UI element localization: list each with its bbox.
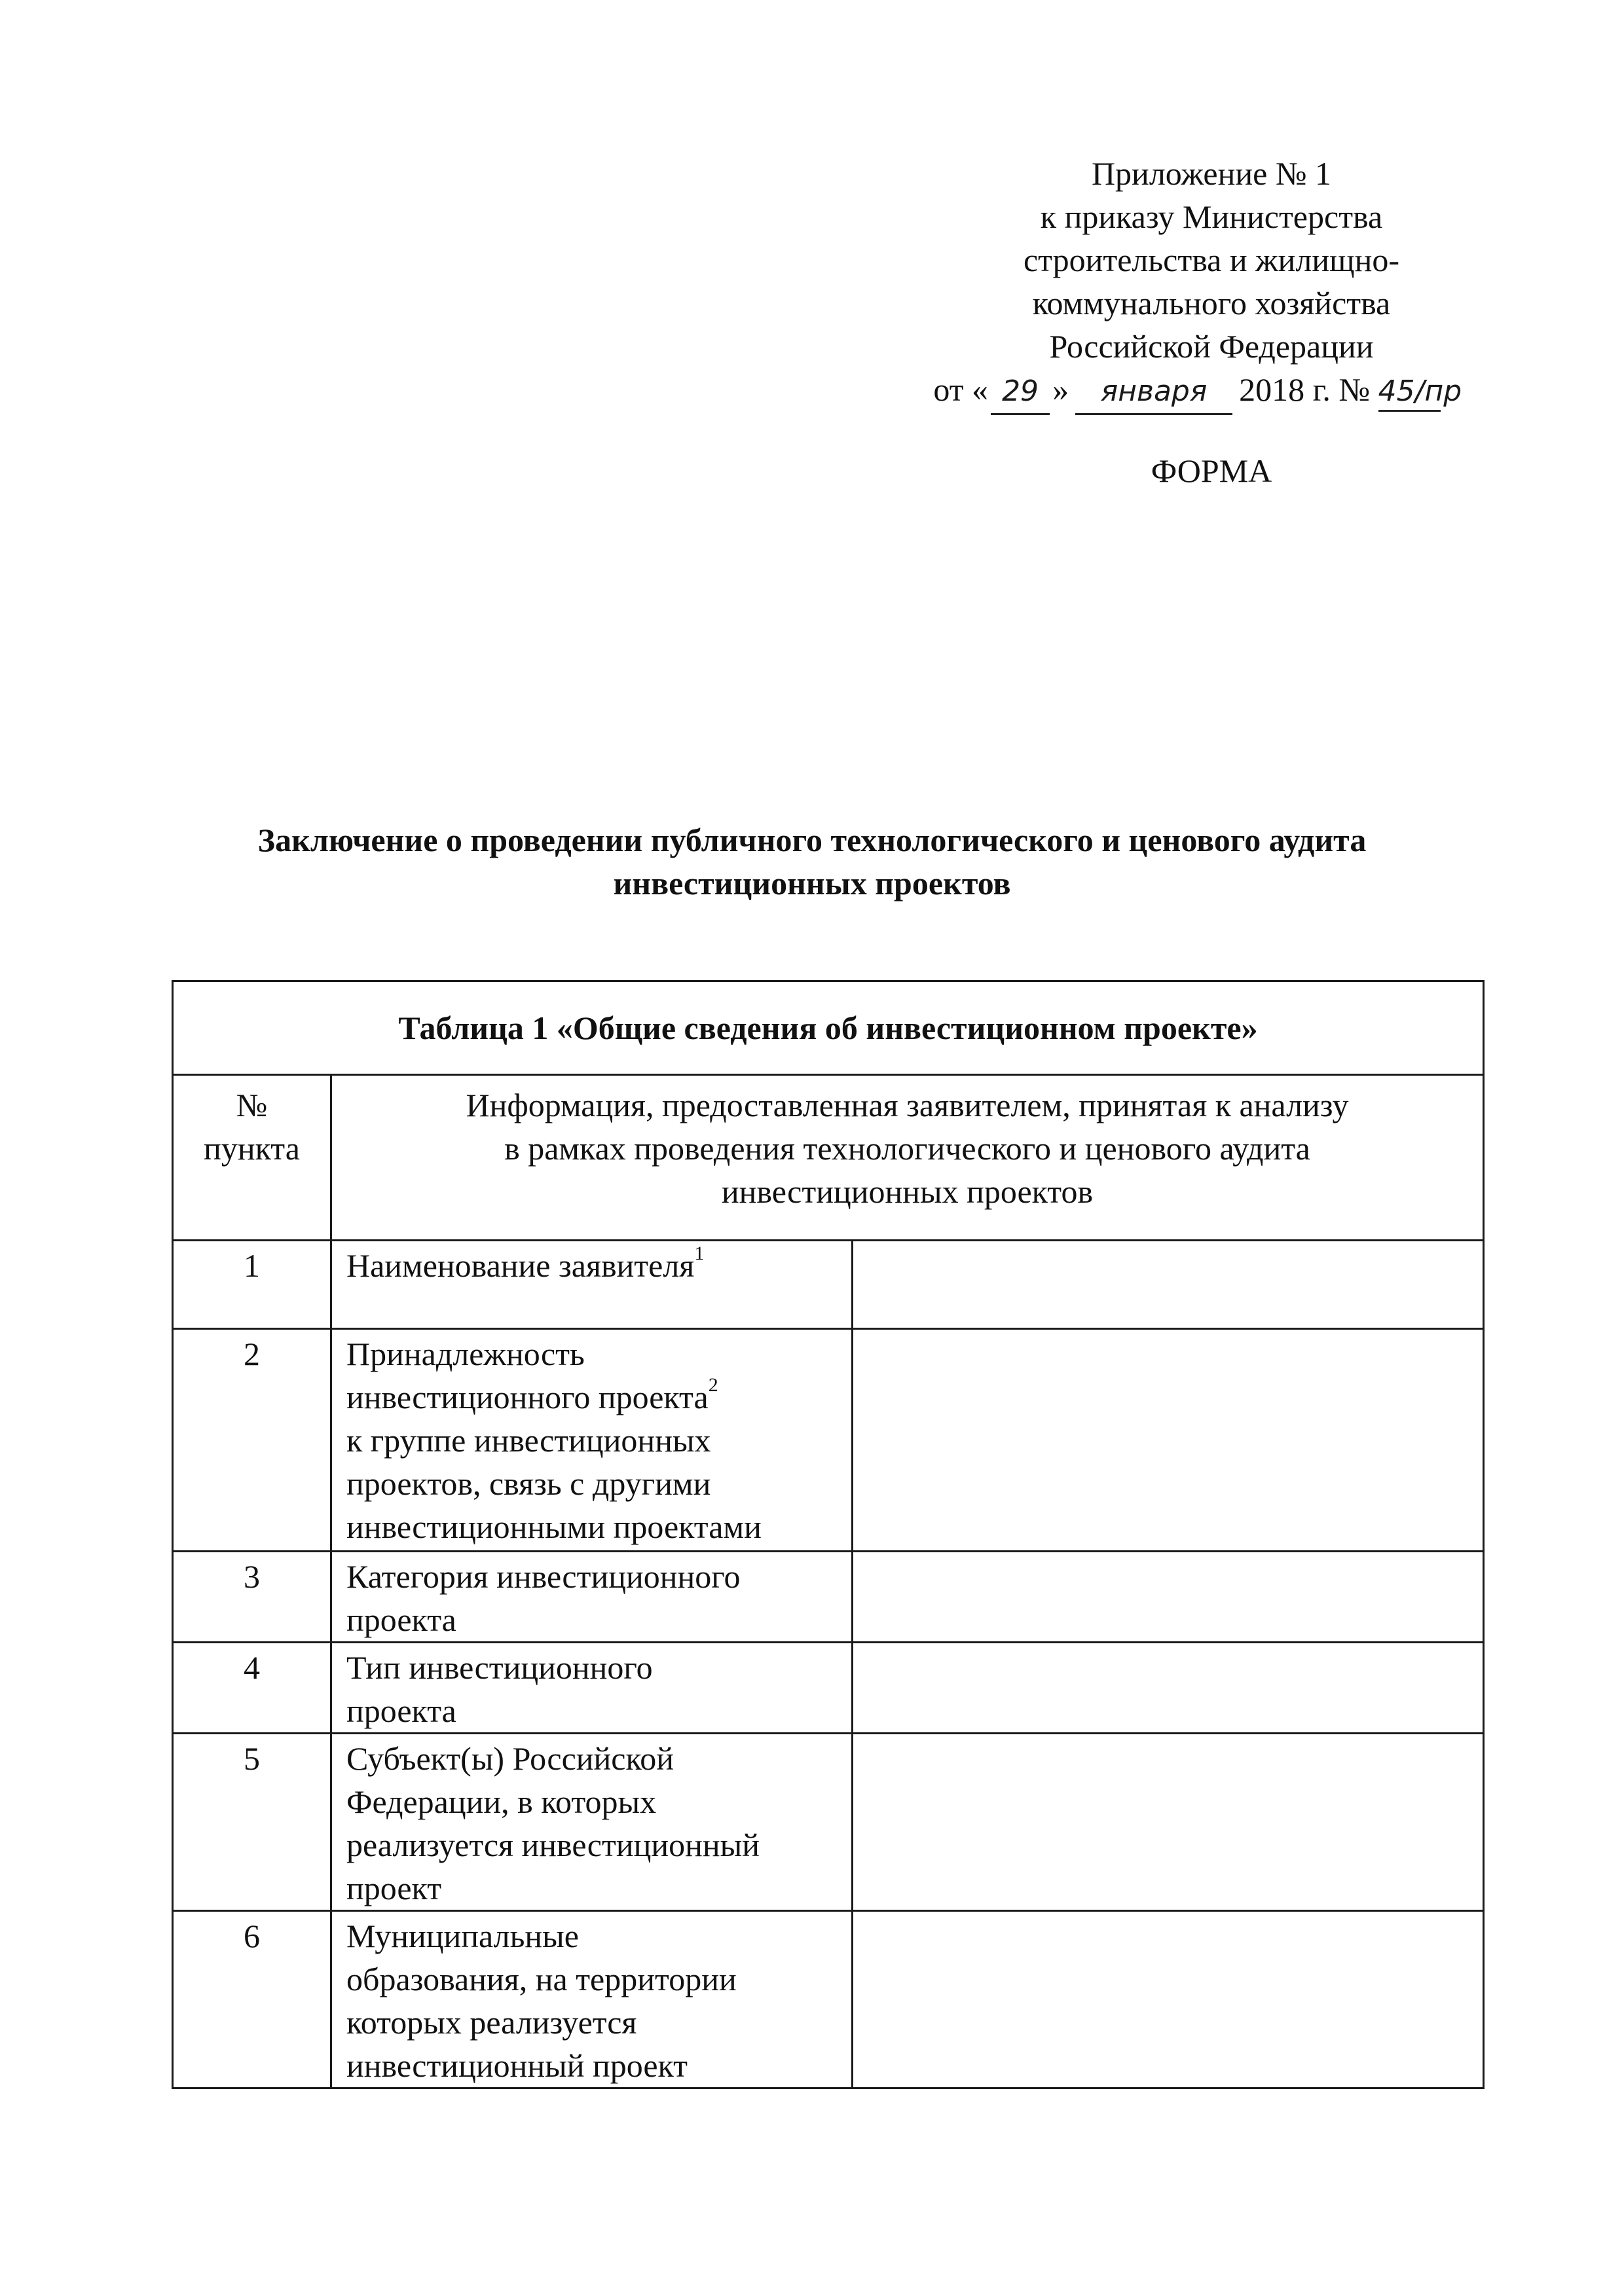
handwritten-day: 29 xyxy=(991,370,1050,415)
table-row xyxy=(173,1911,1484,2088)
row-label xyxy=(331,1329,853,1552)
row-label-line: Муниципальные xyxy=(346,1918,579,1954)
row-label-line: проекта xyxy=(346,1692,456,1729)
form-label: ФОРМА xyxy=(1151,452,1272,489)
row-number: 3 xyxy=(173,1552,331,1643)
handwritten-month: января xyxy=(1075,370,1232,415)
row-number: 5 xyxy=(173,1734,331,1911)
header-info-line-2: в рамках проведения технологического и ценового аудита xyxy=(504,1130,1310,1167)
row-label-line: проекта xyxy=(346,1601,456,1638)
row-label-line: инвестиционными проектами xyxy=(346,1508,762,1545)
row-label-line: которых реализуется xyxy=(346,2004,637,2041)
row-label-line: образования, на территории xyxy=(346,1961,737,1997)
date-prefix: от « xyxy=(933,371,989,408)
table-row xyxy=(173,1329,1484,1552)
date-year: 2018 г. № xyxy=(1239,371,1371,408)
row-number: 2 xyxy=(173,1329,331,1552)
footnote-mark: 1 xyxy=(694,1243,705,1265)
general-info-table xyxy=(172,980,1485,2089)
appendix-line-2: к приказу Министерства xyxy=(1040,198,1383,235)
table-row xyxy=(173,1734,1484,1911)
order-date-line xyxy=(851,368,1572,415)
header-number-sign: № xyxy=(236,1087,268,1123)
row-label-line: к группе инвестиционных xyxy=(346,1422,711,1459)
row-label-line: Принадлежность xyxy=(346,1336,585,1372)
row-value[interactable] xyxy=(853,1734,1484,1911)
row-label-text: Наименование заявителя xyxy=(346,1247,695,1284)
row-label-line: Субъект(ы) Российской xyxy=(346,1740,674,1777)
table-row xyxy=(173,1241,1484,1329)
appendix-line-1: Приложение № 1 xyxy=(1091,155,1332,192)
appendix-block xyxy=(851,152,1572,415)
date-mid: » xyxy=(1052,371,1069,408)
row-label-line: проектов, связь с другими xyxy=(346,1465,711,1502)
handwritten-order-number xyxy=(1378,370,1490,413)
appendix-line-3: строительства и жилищно- xyxy=(1023,242,1400,278)
row-label-line xyxy=(346,1376,842,1419)
row-label xyxy=(331,1734,853,1911)
row-value[interactable] xyxy=(853,1911,1484,2088)
row-label-line: Федерации, в которых xyxy=(346,1783,657,1820)
row-label-text: инвестиционного проекта xyxy=(346,1379,709,1415)
appendix-line-5: Российской Федерации xyxy=(1049,328,1374,365)
header-number-cell xyxy=(173,1075,331,1241)
row-value[interactable] xyxy=(853,1329,1484,1552)
table-caption: Таблица 1 «Общие сведения об инвестиционном проекте» xyxy=(173,981,1484,1075)
row-value[interactable] xyxy=(853,1643,1484,1734)
header-number-word: пункта xyxy=(204,1130,300,1167)
header-info-cell xyxy=(331,1075,1484,1241)
row-label xyxy=(331,1643,853,1734)
header-info-line-3: инвестиционных проектов xyxy=(721,1173,1094,1210)
document-title-line-1: Заключение о проведении публичного технологического и ценового аудита xyxy=(257,822,1367,858)
table-row xyxy=(173,1643,1484,1734)
row-label-line: Категория инвестиционного xyxy=(346,1558,741,1595)
row-number: 1 xyxy=(173,1241,331,1329)
appendix-line-4: коммунального хозяйства xyxy=(1032,285,1391,321)
row-label-line: инвестиционный проект xyxy=(346,2047,688,2084)
row-label-line: реализуется инвестиционный xyxy=(346,1827,760,1863)
document-title xyxy=(98,818,1526,905)
row-value[interactable] xyxy=(853,1241,1484,1329)
row-label-line: проект xyxy=(346,1870,442,1906)
header-info-line-1: Информация, предоставленная заявителем, принятая к анализу xyxy=(466,1087,1349,1123)
row-label xyxy=(331,1552,853,1643)
document-title-line-2: инвестиционных проектов xyxy=(613,865,1011,902)
order-number-underline xyxy=(1378,410,1441,412)
row-label xyxy=(331,1241,853,1329)
row-label-line: Тип инвестиционного xyxy=(346,1649,653,1686)
row-number: 4 xyxy=(173,1643,331,1734)
row-label xyxy=(331,1911,853,2088)
row-value[interactable] xyxy=(853,1552,1484,1643)
table-row xyxy=(173,1552,1484,1643)
row-number: 6 xyxy=(173,1911,331,2088)
footnote-mark: 2 xyxy=(708,1374,718,1396)
order-number-text: 45/пр xyxy=(1378,374,1462,408)
